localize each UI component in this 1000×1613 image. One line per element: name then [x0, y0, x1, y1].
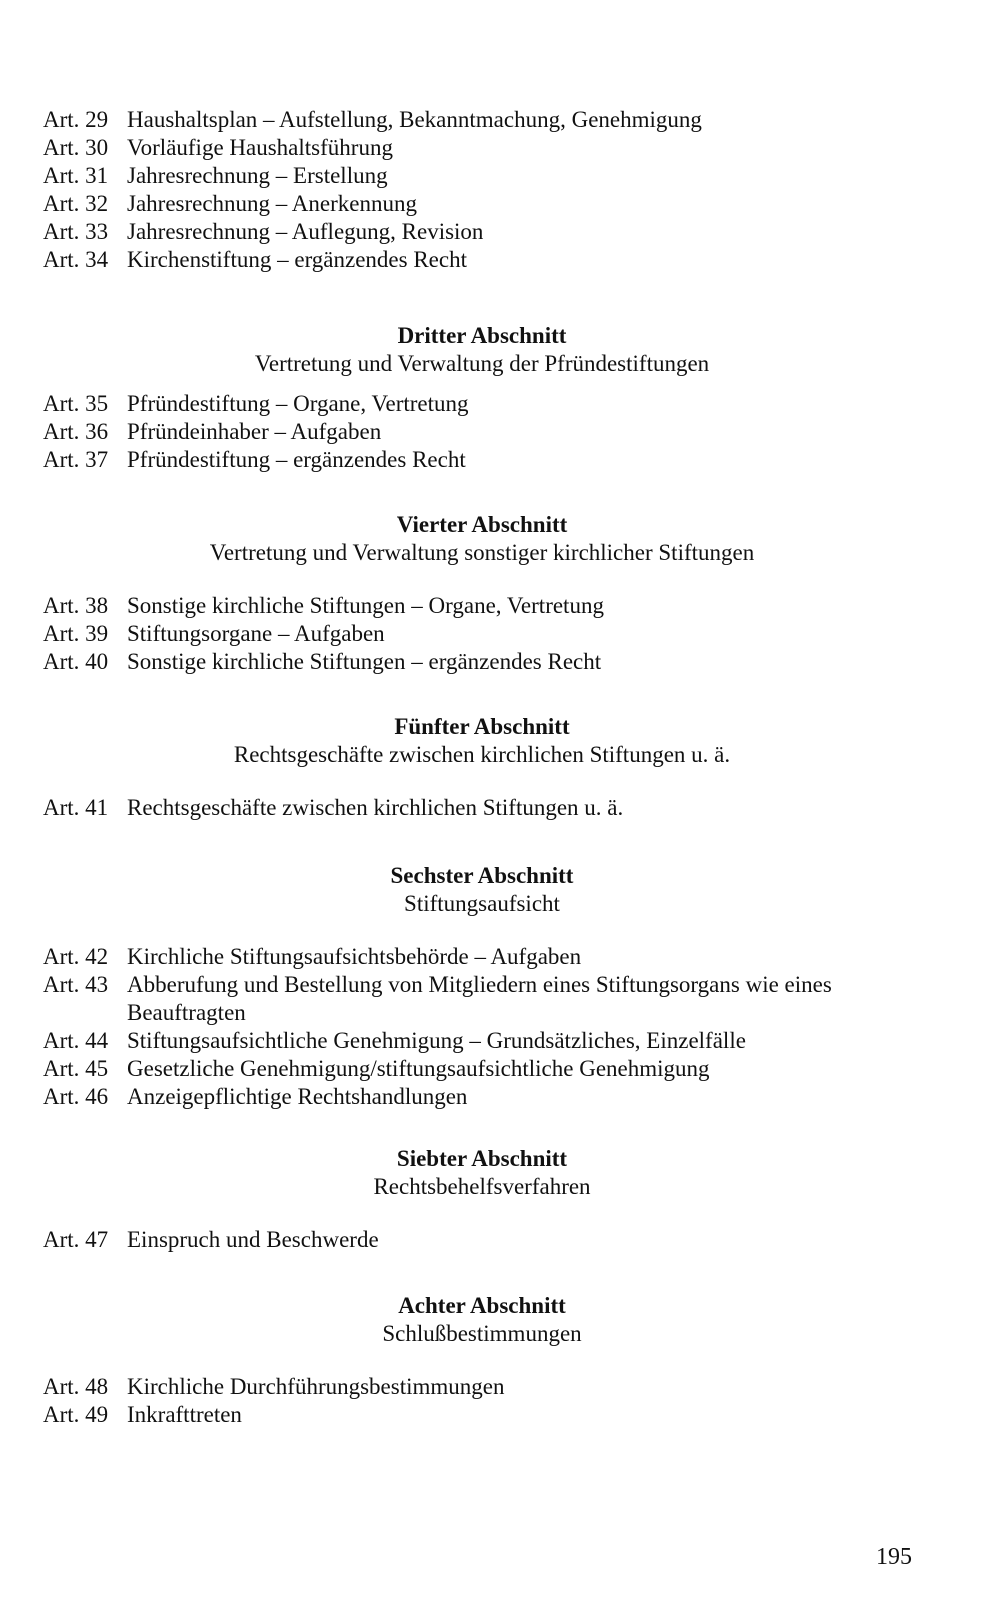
article-entry — [43, 218, 923, 246]
article-list — [43, 106, 923, 274]
article-number: Art. 44 — [43, 1028, 109, 1053]
article-entry — [43, 1373, 923, 1401]
section-heading — [0, 1145, 964, 1201]
article-entry — [43, 106, 923, 134]
article-entry — [43, 134, 923, 162]
article-entry — [43, 1226, 923, 1254]
article-title: Haushaltsplan – Aufstellung, Bekanntmachung, Genehmigung — [127, 107, 702, 132]
article-number: Art. 37 — [43, 447, 109, 472]
article-title: Gesetzliche Genehmigung/stiftungsaufsichtliche Genehmigung — [127, 1056, 710, 1081]
article-number: Art. 35 — [43, 391, 109, 416]
section-title: Stiftungsaufsicht — [404, 891, 560, 916]
article-number: Art. 40 — [43, 649, 109, 674]
article-number: Art. 47 — [43, 1227, 109, 1252]
article-number: Art. 43 — [43, 972, 109, 997]
article-entry — [43, 1027, 923, 1055]
article-list — [43, 794, 923, 822]
article-entry — [43, 1083, 923, 1111]
article-entry — [43, 390, 923, 418]
article-number: Art. 45 — [43, 1056, 109, 1081]
article-number: Art. 29 — [43, 107, 109, 132]
section-title: Schlußbestimmungen — [382, 1321, 582, 1346]
section-title: Rechtsgeschäfte zwischen kirchlichen Stiftungen u. ä. — [233, 742, 731, 767]
article-entry — [43, 794, 923, 822]
section-heading — [0, 511, 964, 567]
section-title: Rechtsbehelfsverfahren — [373, 1174, 591, 1199]
article-entry — [43, 446, 923, 474]
section-heading — [0, 713, 964, 769]
article-number: Art. 31 — [43, 163, 109, 188]
article-title: Kirchliche Durchführungsbestimmungen — [127, 1374, 505, 1399]
article-number: Art. 42 — [43, 944, 109, 969]
article-number: Art. 46 — [43, 1084, 109, 1109]
article-entry — [43, 246, 923, 274]
article-title: Anzeigepflichtige Rechtshandlungen — [127, 1084, 468, 1109]
article-title: Jahresrechnung – Auflegung, Revision — [127, 219, 484, 244]
article-entry — [43, 648, 923, 676]
article-title: Abberufung und Bestellung von Mitgliedern eines Stiftungsorgans wie eines Beauftragten — [127, 972, 832, 1025]
article-entry — [43, 592, 923, 620]
section-label: Vierter Abschnitt — [396, 512, 568, 537]
section-label: Siebter Abschnitt — [396, 1146, 568, 1171]
article-title: Pfründestiftung – Organe, Vertretung — [127, 391, 469, 416]
article-title: Pfründestiftung – ergänzendes Recht — [127, 447, 466, 472]
article-title: Rechtsgeschäfte zwischen kirchlichen Stiftungen u. ä. — [127, 795, 624, 820]
article-entry — [43, 620, 923, 648]
article-number: Art. 33 — [43, 219, 109, 244]
article-list — [43, 943, 923, 1111]
article-entry — [43, 162, 923, 190]
article-title: Kirchliche Stiftungsaufsichtsbehörde – Aufgaben — [127, 944, 582, 969]
article-entry — [43, 1055, 923, 1083]
article-title: Stiftungsorgane – Aufgaben — [127, 621, 385, 646]
article-number: Art. 30 — [43, 135, 109, 160]
article-entry — [43, 971, 923, 1027]
article-title: Jahresrechnung – Erstellung — [127, 163, 388, 188]
article-list — [43, 592, 923, 676]
article-number: Art. 38 — [43, 593, 109, 618]
article-number: Art. 48 — [43, 1374, 109, 1399]
article-title: Einspruch und Beschwerde — [127, 1227, 379, 1252]
article-title: Sonstige kirchliche Stiftungen – Organe, Vertretung — [127, 593, 604, 618]
article-entry — [43, 418, 923, 446]
section-label: Achter Abschnitt — [398, 1293, 566, 1318]
article-list — [43, 390, 923, 474]
article-list — [43, 1226, 923, 1254]
page-number: 195 — [876, 1544, 912, 1570]
article-title: Pfründeinhaber – Aufgaben — [127, 419, 382, 444]
section-label: Sechster Abschnitt — [390, 863, 574, 888]
article-number: Art. 32 — [43, 191, 109, 216]
article-number: Art. 39 — [43, 621, 109, 646]
section-heading — [0, 322, 964, 378]
article-number: Art. 34 — [43, 247, 109, 272]
article-title: Jahresrechnung – Anerkennung — [127, 191, 417, 216]
section-title: Vertretung und Verwaltung sonstiger kirchlicher Stiftungen — [209, 540, 755, 565]
article-number: Art. 49 — [43, 1402, 109, 1427]
article-entry — [43, 943, 923, 971]
article-number: Art. 36 — [43, 419, 109, 444]
article-title: Sonstige kirchliche Stiftungen – ergänzendes Recht — [127, 649, 602, 674]
article-entry — [43, 190, 923, 218]
section-heading — [0, 862, 964, 918]
article-number: Art. 41 — [43, 795, 109, 820]
article-title: Stiftungsaufsichtliche Genehmigung – Grundsätzliches, Einzelfälle — [127, 1028, 746, 1053]
article-list — [43, 1373, 923, 1429]
article-title: Kirchenstiftung – ergänzendes Recht — [127, 247, 467, 272]
article-title: Vorläufige Haushaltsführung — [127, 135, 393, 160]
section-label: Dritter Abschnitt — [397, 323, 567, 348]
section-label: Fünfter Abschnitt — [394, 714, 570, 739]
article-entry — [43, 1401, 923, 1429]
section-heading — [0, 1292, 964, 1348]
article-title: Inkrafttreten — [127, 1402, 242, 1427]
section-title: Vertretung und Verwaltung der Pfründestiftungen — [254, 351, 710, 376]
